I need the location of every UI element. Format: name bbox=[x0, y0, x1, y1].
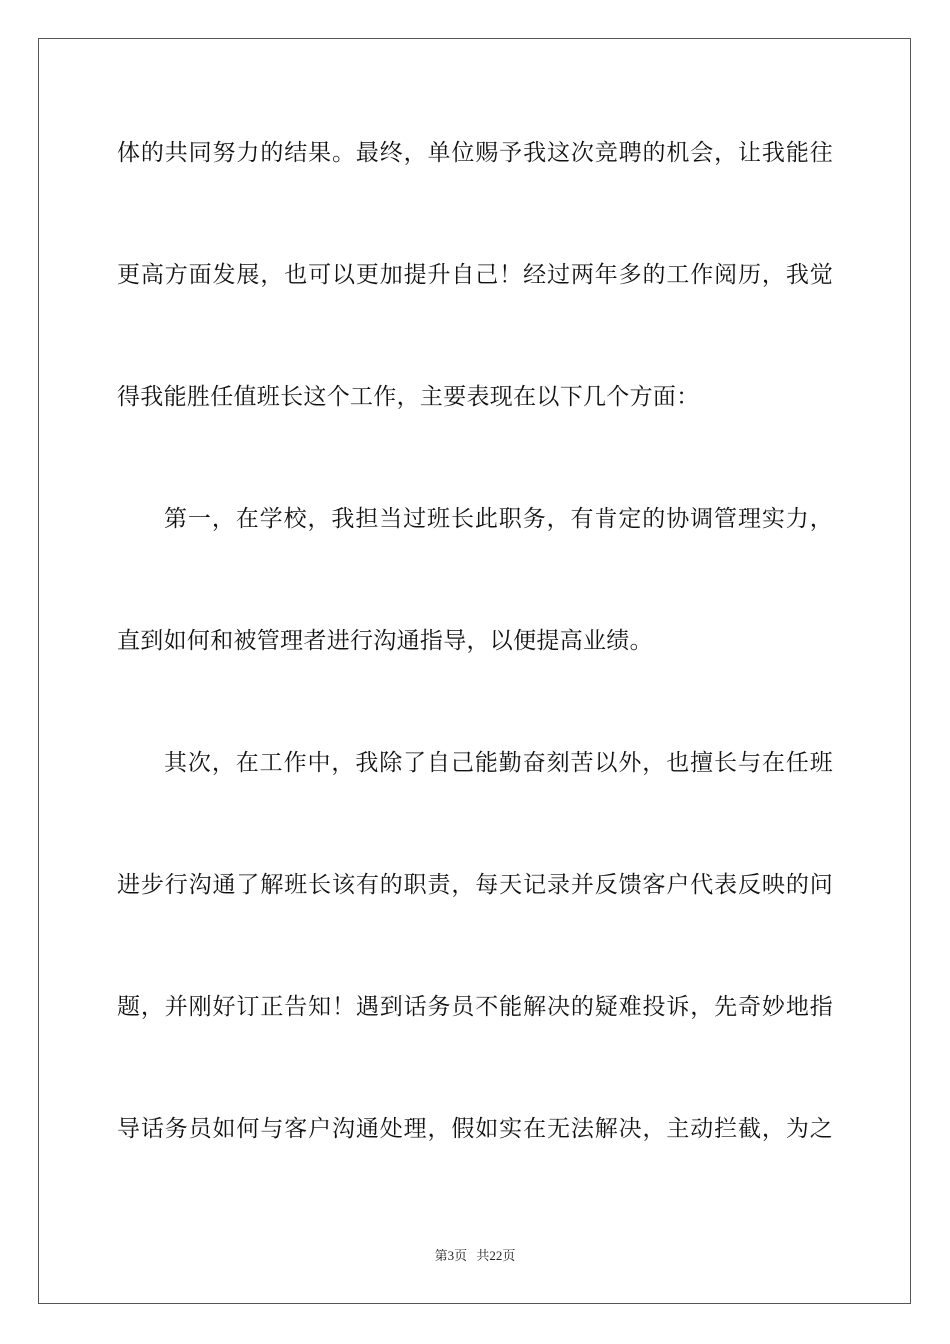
body-text-line-4: 第一，在学校，我担当过班长此职务，有肯定的协调管理实力， bbox=[164, 506, 833, 532]
page-total: 共22页 bbox=[476, 1248, 516, 1263]
body-text-line-1: 体的共同努力的结果。最终，单位赐予我这次竞聘的机会，让我能往 bbox=[117, 140, 833, 166]
body-text-line-6: 其次，在工作中，我除了自己能勤奋刻苦以外，也擅长与在任班 bbox=[164, 750, 833, 776]
body-text-line-3: 得我能胜任值班长这个工作，主要表现在以下几个方面： bbox=[117, 384, 700, 410]
body-text-line-7: 进步行沟通了解班长该有的职责，每天记录并反馈客户代表反映的问 bbox=[117, 872, 833, 898]
page-number: 第3页 bbox=[434, 1248, 468, 1263]
body-text-line-9: 导话务员如何与客户沟通处理，假如实在无法解决，主动拦截，为之 bbox=[117, 1116, 833, 1142]
body-text-line-8: 题，并刚好订正告知！遇到话务员不能解决的疑难投诉，先奇妙地指 bbox=[117, 994, 833, 1020]
body-text-line-2: 更高方面发展，也可以更加提升自己！经过两年多的工作阅历，我觉 bbox=[117, 262, 833, 288]
page-footer bbox=[0, 1247, 950, 1265]
body-text-line-5: 直到如何和被管理者进行沟通指导，以便提高业绩。 bbox=[117, 628, 653, 654]
